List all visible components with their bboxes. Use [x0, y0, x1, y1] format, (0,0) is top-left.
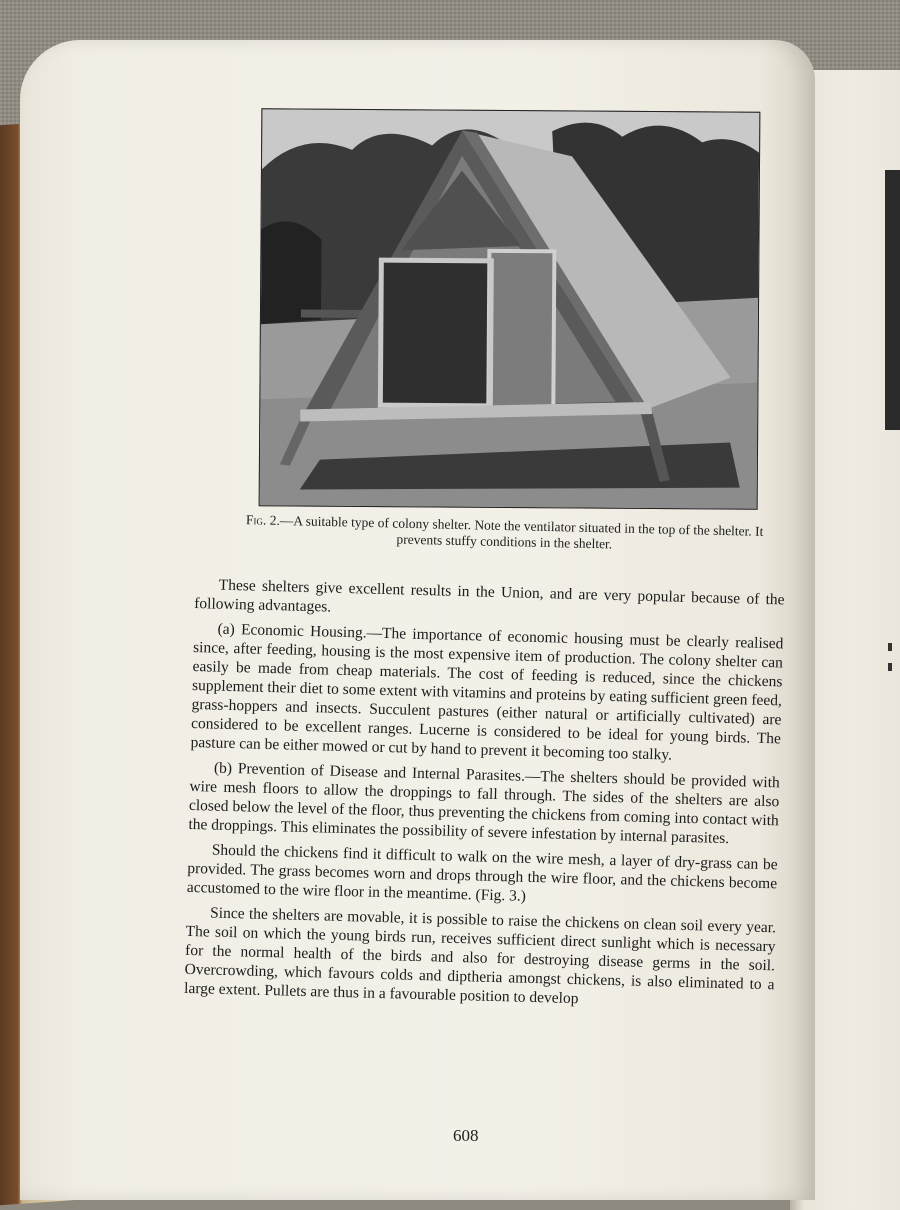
- facing-page-text-mark: [888, 663, 892, 671]
- facing-page-figure-edge: [885, 170, 900, 430]
- page-number: 608: [453, 1126, 479, 1145]
- paragraph: (a) Economic Housing.—The importance of economic housing must be clearly realised since, after feeding, housing is the most expensive item of production. The colony shelter can easily be made from cheap materials. The cost of feeding is reduced, since the chickens supplement their diet to some extent with vitamins and proteins by eating sufficient green feed, grass-hoppers and insects. Succulent pastures (either natural or artificially cultivated) are considered to be excellent ranges. Lucerne is considered to be ideal for young birds. The pasture can be either mowed or cut by hand to prevent it becoming too stalky.: [190, 620, 784, 764]
- paragraph: Should the chickens find it difficult to walk on the wire mesh, a layer of dry-grass can be provided. The grass becomes worn and drops through the wire floor, and the chickens become accustomed to the wire floor in the meantime. (Fig. 3.): [186, 841, 778, 905]
- paragraph: These shelters give excellent results in the Union, and are very popular because of the following advantages.: [194, 576, 785, 616]
- figure-label: Fig. 2.: [245, 512, 281, 528]
- colony-shelter-photo: [259, 108, 761, 509]
- facing-page-text-mark: [888, 643, 892, 651]
- figure-caption: [232, 512, 778, 556]
- paragraph: Since the shelters are movable, it is possible to raise the chickens on clean soil every year. The soil on which the young birds run, receives sufficient direct sunlight which is necessary for the normal health of the birds and also for destroying disease germs in the soil. Overcrowding, which favours colds and diptheria amongst chickens, is also eliminated to a large extent. Pullets are thus in a favourable position to develop: [183, 904, 777, 1008]
- figure-caption-text: —A suitable type of colony shelter. Note the ventilator situated in the top of the shelter. It prevents stuffy conditions in the shelter.: [279, 512, 764, 552]
- book-page: [20, 40, 815, 1200]
- body-text: [184, 575, 785, 1019]
- paragraph: (b) Prevention of Disease and Internal Parasites.—The shelters should be provided with wire mesh floors to allow the droppings to fall through. The sides of the shelters are also closed below the level of the floor, thus preventing the chickens from coming into contact with the droppings. This eliminates the possibility of severe infestation by internal parasites.: [188, 759, 780, 848]
